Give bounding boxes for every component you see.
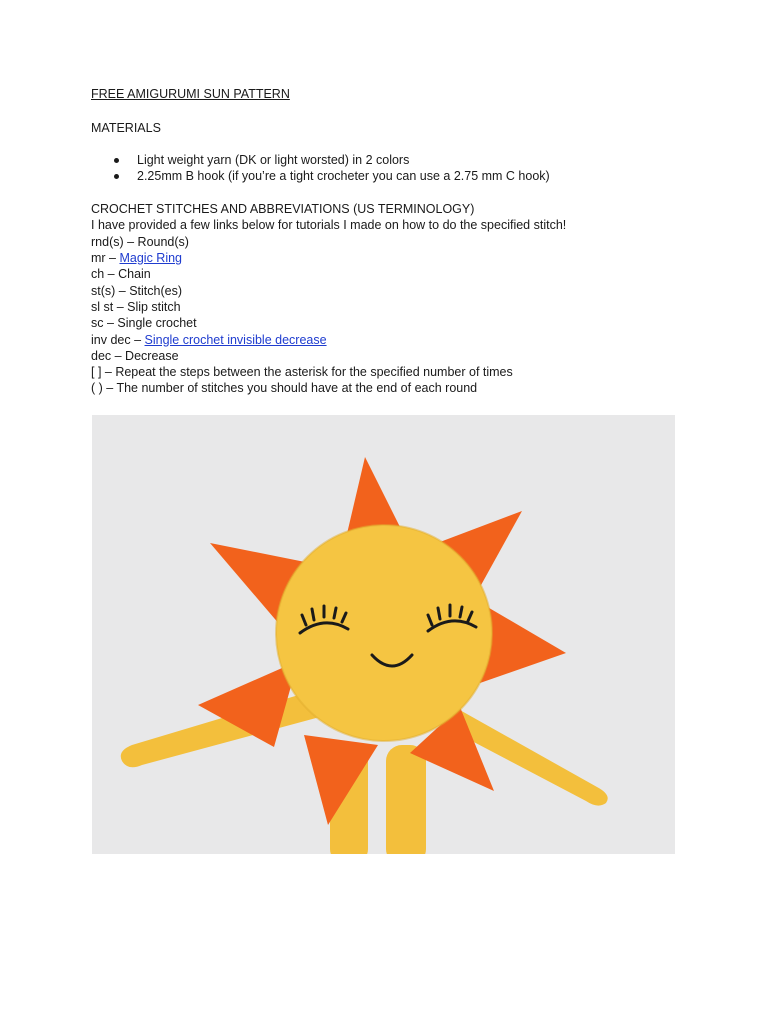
stitches-intro: I have provided a few links below for tutorials I made on how to do the specified stitch! — [91, 218, 567, 233]
stitches-heading: CROCHET STITCHES AND ABBREVIATIONS (US TERMINOLOGY) — [91, 202, 475, 217]
abbr-slst: sl st – Slip stitch — [91, 299, 181, 314]
bullet-icon — [114, 174, 119, 179]
abbr-dec: dec – Decrease — [91, 348, 179, 363]
document-body — [91, 86, 691, 397]
abbr-invdec — [91, 332, 691, 348]
sun-head — [276, 525, 492, 741]
abbr-ch: ch – Chain — [91, 267, 151, 282]
invisible-decrease-link[interactable]: Single crochet invisible decrease — [144, 332, 327, 347]
material-hook: 2.25mm B hook (if you’re a tight crocheter you can use a 2.75 mm C hook) — [137, 168, 550, 183]
abbr-invdec-prefix: inv dec – — [91, 332, 145, 347]
abbr-parens: ( ) – The number of stitches you should have at the end of each round — [91, 381, 478, 396]
abbr-rnd: rnd(s) – Round(s) — [91, 234, 189, 249]
magic-ring-link[interactable]: Magic Ring — [119, 251, 183, 266]
list-item — [91, 152, 691, 168]
abbr-mr — [91, 250, 691, 266]
materials-list — [91, 152, 691, 185]
abbr-mr-prefix: mr – — [91, 251, 120, 266]
material-yarn: Light weight yarn (DK or light worsted) in 2 colors — [137, 152, 410, 167]
page-title: FREE AMIGURUMI SUN PATTERN — [91, 87, 290, 101]
materials-heading: MATERIALS — [91, 121, 161, 136]
sun-amigurumi-photo — [92, 415, 675, 854]
abbr-sc: sc – Single crochet — [91, 316, 197, 331]
abbr-brackets: [ ] – Repeat the steps between the asterisk for the specified number of times — [91, 365, 513, 380]
bullet-icon — [114, 158, 119, 163]
sun-illustration — [92, 415, 675, 854]
list-item — [91, 168, 691, 184]
abbr-st: st(s) – Stitch(es) — [91, 283, 182, 298]
sun-leg-right — [386, 745, 426, 854]
